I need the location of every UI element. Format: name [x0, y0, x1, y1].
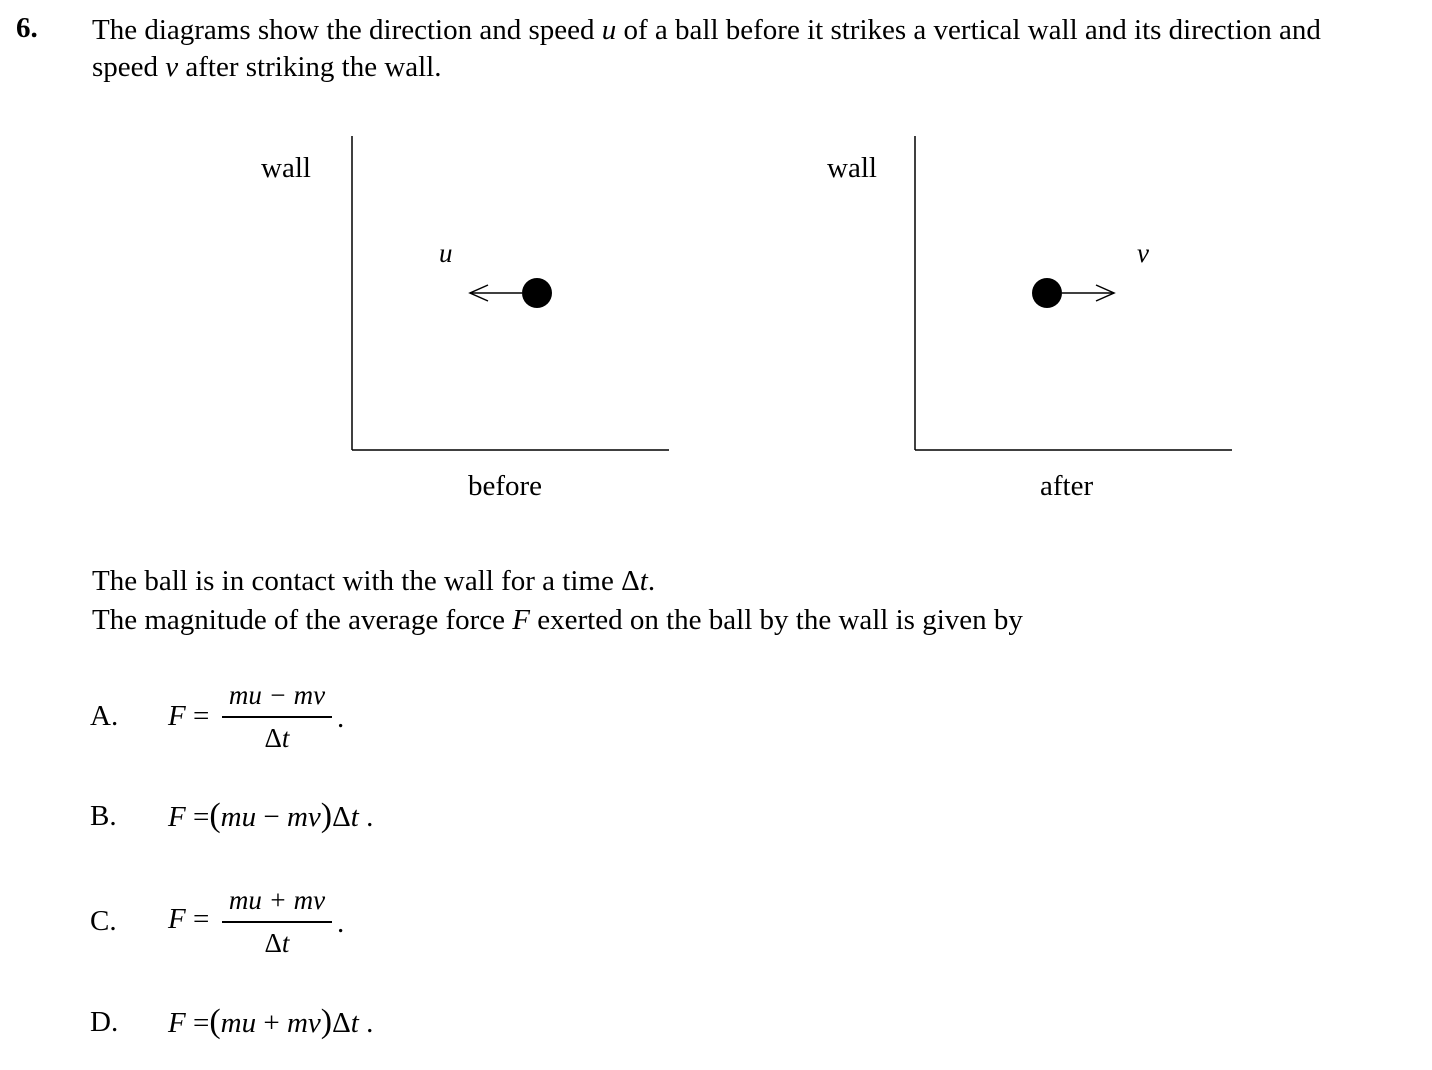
question-stem-line-1: The diagrams show the direction and speed u of a ball before it strikes a vertical wall and its direction and [92, 14, 1321, 46]
after-velocity-label: v [1137, 238, 1149, 268]
before-ball [522, 278, 552, 308]
option-c-lhs: F = [168, 903, 210, 935]
body-line-2: The magnitude of the average force F exerted on the ball by the wall is given by [92, 604, 1023, 636]
option-c-suffix: . [337, 907, 345, 939]
option-c-fraction-bar [222, 921, 332, 923]
after-diagram [915, 136, 1232, 450]
question-stem-line-2: speed v after striking the wall. [92, 51, 442, 83]
option-b-expression: F =(mu − mv)Δt . [168, 797, 374, 834]
option-a-denominator: Δt [264, 722, 290, 753]
before-wall-label: wall [261, 152, 311, 184]
option-c-letter: C. [90, 905, 117, 937]
body-line-1: The ball is in contact with the wall for a time Δt. [92, 565, 656, 597]
option-c-fraction [222, 885, 332, 959]
after-caption: after [1040, 470, 1094, 502]
option-b-letter: B. [90, 800, 117, 832]
option-c-numerator: mu + mv [228, 885, 326, 915]
option-c-denominator: Δt [264, 927, 290, 958]
option-a-letter: A. [90, 700, 119, 732]
option-d-expression: F =(mu + mv)Δt . [168, 1003, 374, 1040]
before-diagram [352, 136, 669, 450]
option-a-suffix: . [337, 702, 345, 734]
option-a-numerator: mu − mv [228, 680, 326, 710]
option-a-lhs: F = [168, 700, 210, 732]
option-d-letter: D. [90, 1006, 119, 1038]
question-number: 6. [16, 12, 38, 44]
after-wall-label: wall [827, 152, 877, 184]
after-ball [1032, 278, 1062, 308]
option-a-fraction-bar [222, 716, 332, 718]
before-velocity-label: u [439, 238, 453, 268]
option-a-fraction [222, 680, 332, 754]
before-caption: before [468, 470, 543, 502]
